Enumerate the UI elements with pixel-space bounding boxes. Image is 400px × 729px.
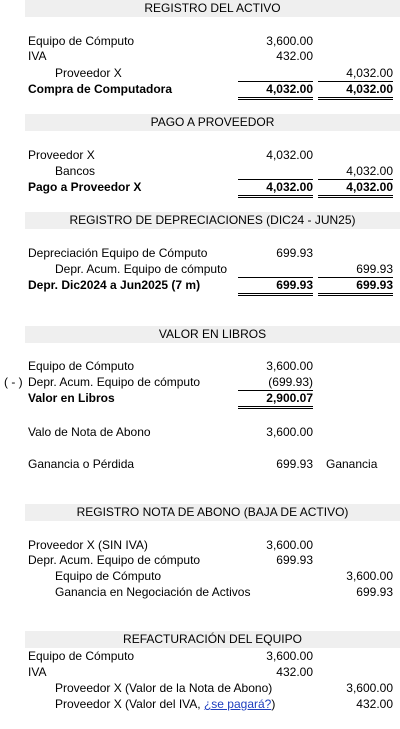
account-label: Proveedor X (SIN IVA) [28, 538, 148, 552]
credit-value: 4,032.00 [346, 66, 393, 80]
section-header-depreciaciones: REGISTRO DE DEPRECIACIONES (DIC24 - JUN25) [25, 212, 400, 229]
total-debit: 699.93 [238, 278, 313, 296]
debit-value: 432.00 [276, 665, 313, 679]
sum-underline [318, 262, 393, 278]
section-header-registro-activo: REGISTRO DEL ACTIVO [25, 0, 400, 17]
value: (699.93) [238, 375, 313, 391]
section-header-valor-libros: VALOR EN LIBROS [25, 326, 400, 343]
credit-value: 3,600.00 [346, 681, 393, 695]
gain-loss-value: 699.93 [276, 457, 313, 471]
debit-value: 3,600.00 [266, 34, 313, 48]
debit-value: 3,600.00 [266, 649, 313, 663]
credit-value: 699.93 [356, 585, 393, 599]
sum-underline [318, 66, 393, 82]
total-value: 2,900.07 [238, 391, 313, 409]
total-label: Valor en Libros [28, 391, 115, 405]
debit-value: 4,032.00 [266, 148, 313, 162]
account-label: Proveedor X [55, 66, 122, 80]
value: 3,600.00 [266, 359, 313, 373]
account-label: Depreciación Equipo de Cómputo [28, 246, 208, 260]
credit-value: 699.93 [356, 262, 393, 276]
account-label: Equipo de Cómputo [28, 649, 135, 663]
question-link[interactable]: ¿se pagará? [203, 697, 272, 711]
total-credit: 4,032.00 [318, 82, 393, 100]
account-label: Equipo de Cómputo [28, 34, 135, 48]
account-label-text: Proveedor X (Valor del IVA, [55, 697, 201, 711]
account-label: Proveedor X (Valor de la Nota de Abono) [55, 681, 273, 695]
credit-value: 432.00 [356, 697, 393, 711]
minus-sign: ( - ) [4, 375, 23, 389]
debit-value: 3,600.00 [266, 538, 313, 552]
sum-underline [238, 262, 313, 278]
account-label: Bancos [55, 164, 96, 178]
section-header-refacturacion: REFACTURACIÓN DEL EQUIPO [25, 631, 400, 648]
account-label: Equipo de Cómputo [28, 359, 135, 373]
sum-underline [238, 164, 313, 180]
account-label: Ganancia en Negociación de Activos [55, 585, 251, 599]
total-debit: 4,032.00 [238, 180, 313, 198]
section-header-nota-abono: REGISTRO NOTA DE ABONO (BAJA DE ACTIVO) [25, 504, 400, 521]
total-credit: 699.93 [318, 278, 393, 296]
nota-abono-value: 3,600.00 [266, 425, 313, 439]
paren-close: ) [271, 697, 276, 711]
total-label: Compra de Computadora [28, 82, 173, 96]
account-label: Depr. Acum. Equipo de cómputo [28, 375, 201, 389]
total-credit: 4,032.00 [318, 180, 393, 198]
account-label: Depr. Acum. Equipo de cómputo [55, 262, 228, 276]
debit-value: 699.93 [276, 246, 313, 260]
nota-abono-label: Valo de Nota de Abono [28, 425, 151, 439]
total-label: Depr. Dic2024 a Jun2025 (7 m) [28, 278, 201, 292]
account-label [55, 697, 275, 712]
total-label: Pago a Proveedor X [28, 180, 142, 194]
debit-value: 432.00 [276, 49, 313, 63]
account-label: IVA [28, 665, 47, 679]
sum-underline [238, 66, 313, 82]
gain-loss-result: Ganancia [326, 457, 378, 471]
credit-value: 3,600.00 [346, 569, 393, 583]
credit-value: 4,032.00 [346, 164, 393, 178]
account-label: Proveedor X [28, 148, 95, 162]
debit-value: 699.93 [276, 553, 313, 567]
account-label: Depr. Acum. Equipo de cómputo [28, 553, 201, 567]
sum-underline [318, 164, 393, 180]
account-label: Equipo de Cómputo [55, 569, 162, 583]
total-debit: 4,032.00 [238, 82, 313, 100]
account-label: IVA [28, 49, 47, 63]
gain-loss-label: Ganancia o Pérdida [28, 457, 135, 471]
section-header-pago-proveedor: PAGO A PROVEEDOR [25, 114, 400, 131]
